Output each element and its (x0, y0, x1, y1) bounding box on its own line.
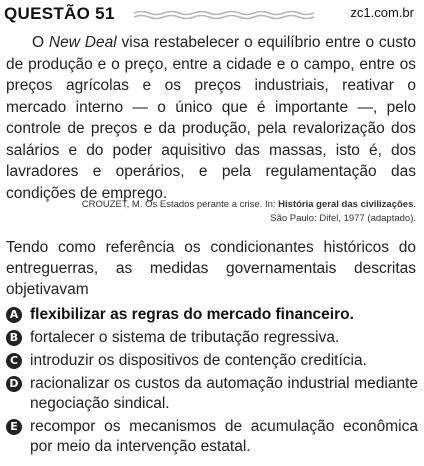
option-e[interactable] (4, 417, 418, 457)
site-watermark: zc1.com.br (350, 5, 414, 20)
citation (16, 198, 416, 226)
passage-body: visa restabelecer o equilíbrio entre o custo de produção e o preço, entre a cidade e o campo, entre os preços agrícolas e os preços industriais, reativar o mercado interno — o único que é importante —, pelo controle de preços e da produção, pela revalorização dos salários e do poder aquisitivo das massas, isto é, dos lavradores e operários, e pela regulamentação das condições de emprego. (6, 34, 416, 202)
option-c-text: introduzir os dispositivos de contenção creditícia. (30, 352, 367, 369)
option-a-text: flexibilizar as regras do mercado financeiro. (30, 306, 354, 323)
decorative-wave-divider (134, 10, 314, 20)
option-e-text: recompor os mecanismos de acumulação econômica por meio da intervenção estatal. (30, 418, 418, 455)
passage-text (6, 32, 416, 204)
citation-line-1 (16, 198, 416, 212)
citation-publisher: São Paulo: Difel, 1977 (adaptado). (270, 213, 416, 224)
question-stem: Tendo como referência os condicionantes históricos do entreguerras, as medidas governamentais descritas objetivavam (6, 239, 416, 298)
option-a[interactable] (4, 305, 418, 325)
option-d-text: racionalizar os custos da automação industrial mediante negociação sindical. (30, 375, 418, 412)
option-e-badge: E (6, 419, 22, 435)
citation-author: CROUZET, M. Os Estados perante a crise. In: (81, 199, 279, 210)
option-b[interactable] (4, 328, 418, 348)
answer-options (4, 305, 418, 460)
option-d-badge: D (6, 376, 22, 392)
citation-punct: . (413, 199, 416, 210)
passage-intro: O (32, 34, 49, 51)
option-b-text: fortalecer o sistema de tributação regressiva. (30, 329, 340, 346)
citation-work: História geral das civilizações (278, 199, 414, 210)
option-b-badge: B (6, 330, 22, 346)
passage-emphasis: New Deal (48, 34, 117, 51)
question-number: QUESTÃO 51 (4, 4, 115, 23)
question-header (4, 4, 420, 24)
option-c-badge: C (6, 353, 22, 369)
option-a-badge: A (6, 307, 22, 323)
option-c[interactable] (4, 351, 418, 371)
option-d[interactable] (4, 374, 418, 414)
